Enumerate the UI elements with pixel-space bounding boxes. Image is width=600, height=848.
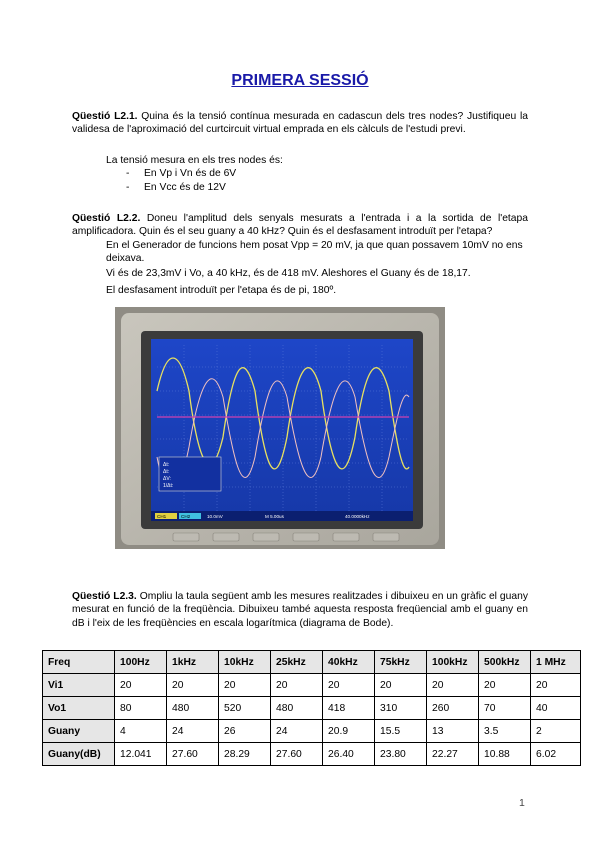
table-cell: 20 [427,674,479,697]
table-cell: 520 [219,697,271,720]
row-label: Vo1 [43,697,115,720]
table-cell: 80 [115,697,167,720]
table-cell: 27.60 [167,743,219,766]
question-label: Qüestió L2.1. [72,111,138,122]
row-label: Guany(dB) [43,743,115,766]
table-header-cell: 40kHz [323,651,375,674]
oscilloscope-photo [115,307,445,549]
table-cell: 480 [167,697,219,720]
table-cell: 20 [271,674,323,697]
table-cell: 480 [271,697,323,720]
page-number: 1 [519,797,525,809]
scope-status: 40.0000kHz [345,514,370,519]
table-row [43,743,581,766]
answer-bullet: - En Vcc és de 12V [126,182,226,193]
page-title: PRIMERA SESSIÓ [231,72,369,89]
table-header-cell: 1kHz [167,651,219,674]
scope-channel-label: CH2 [181,514,191,519]
question-text: Doneu l'amplitud dels senyals mesurats a l'entrada i a la sortida de l'etapa amplificadora. Quin és el seu guany a 40 kHz? Quin és el desfasament introduït per l'etapa? [72,213,528,238]
table-header-cell: Freq [43,651,115,674]
table-cell: 28.29 [219,743,271,766]
table-row [43,697,581,720]
table-cell: 70 [479,697,531,720]
table-cell: 20.9 [323,720,375,743]
scope-readout: Δt: [163,462,170,468]
table-header-cell: 500kHz [479,651,531,674]
table-cell: 20 [115,674,167,697]
scope-status: M 5.00us [265,514,284,519]
table-row [43,720,581,743]
question-label: Qüestió L2.2. [72,213,141,224]
table-cell: 23.80 [375,743,427,766]
scope-status: 10.0mV [207,514,223,519]
answer-line: En el Generador de funcions hem posat Vpp = 20 mV, ja que quan possavem 10mV no ens deixava. [106,240,523,265]
table-cell: 40 [531,697,581,720]
table-cell: 260 [427,697,479,720]
row-label: Guany [43,720,115,743]
table-cell: 2 [531,720,581,743]
answer-line: Vi és de 23,3mV i Vo, a 40 kHz, és de 418 mV. Aleshores el Guany és de 18,17. [106,268,471,279]
table-header-cell: 100kHz [427,651,479,674]
table-cell: 20 [479,674,531,697]
scope-readout: Δt: [163,469,170,475]
table-cell: 10.88 [479,743,531,766]
table-cell: 418 [323,697,375,720]
table-header-cell: 25kHz [271,651,323,674]
table-cell: 22.27 [427,743,479,766]
answer-line: El desfasament introduït per l'etapa és de pi, 180º. [106,285,337,296]
question-text: Ompliu la taula següent amb les mesures realitzades i dibuixeu en un gràfic el guany mesurat en funció de la freqüència. Dibuixeu també aquesta resposta freqüencial amb el guany en dB i l'eix de les freqüències en escala logarítmica (diagrama de Bode). [72,591,528,629]
scope-channel-label: CH1 [157,514,167,519]
scope-readout: 1/Δt: [163,483,174,489]
table-cell: 3.5 [479,720,531,743]
table-cell: 26 [219,720,271,743]
table-cell: 24 [167,720,219,743]
table-cell: 13 [427,720,479,743]
table-cell: 24 [271,720,323,743]
table-cell: 310 [375,697,427,720]
table-header-cell: 75kHz [375,651,427,674]
table-cell: 15.5 [375,720,427,743]
table-cell: 27.60 [271,743,323,766]
table-header-cell: 10kHz [219,651,271,674]
question-text: Quina és la tensió contínua mesurada en cadascun dels tres nodes? Justifiqueu la validesa de l'aproximació del curtcircuit virtual emprada en els càlculs de l'estudi previ. [72,111,528,136]
table-cell: 12.041 [115,743,167,766]
table-cell: 6.02 [531,743,581,766]
table-cell: 26.40 [323,743,375,766]
table-cell: 20 [323,674,375,697]
answer-intro: La tensió mesura en els tres nodes és: [106,155,283,166]
table-cell: 4 [115,720,167,743]
scope-readout: ΔV: [163,476,171,482]
row-label: Vi1 [43,674,115,697]
answer-bullet: - En Vp i Vn és de 6V [126,168,237,179]
table-header-cell: 1 MHz [531,651,581,674]
table-header-cell: 100Hz [115,651,167,674]
question-l2-1 [72,110,528,137]
table-cell: 20 [531,674,581,697]
table-header-row [43,651,581,674]
table-cell: 20 [375,674,427,697]
question-l2-3 [72,590,528,630]
question-label: Qüestió L2.3. [72,591,137,602]
table-row [43,674,581,697]
question-l2-2 [72,212,528,239]
table-cell: 20 [167,674,219,697]
measurements-table [42,650,581,766]
table-cell: 20 [219,674,271,697]
